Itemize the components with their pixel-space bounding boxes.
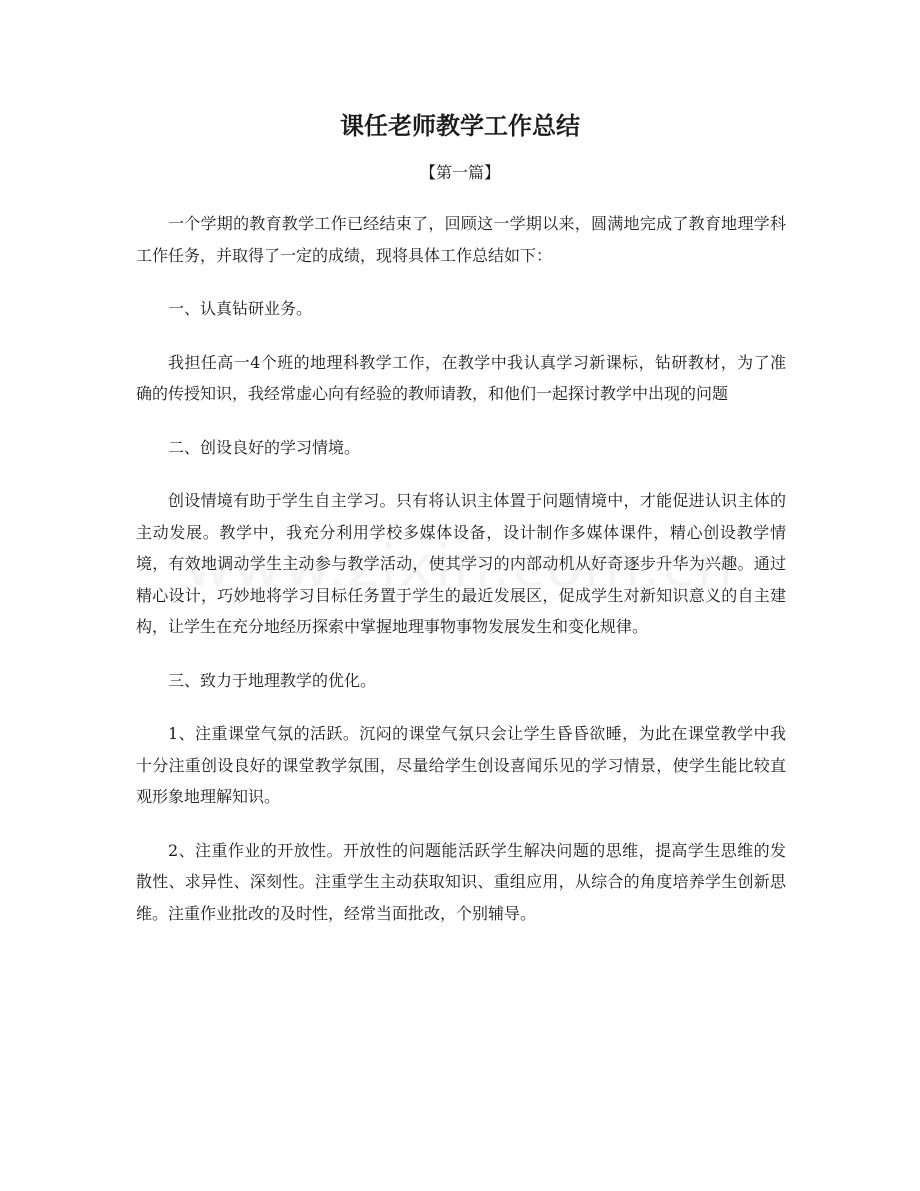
section-heading-1: 一、认真钻研业务。	[168, 299, 313, 318]
section-heading-2: 二、创设良好的学习情境。	[168, 437, 361, 457]
intro-paragraph: 一个学期的教育教学工作已经结束了，回顾这一学期以来，圆满地完成了教育地理学科工作任务，并取得了一定的成绩，现将具体工作总结如下：	[136, 214, 786, 265]
section-paragraph-3b: 2、注重作业的开放性。开放性的问题能活跃学生解决问题的思维，提高学生思维的发散性、求异性、深刻性。注重学生主动获取知识、重组应用，从综合的角度培养学生创新思维。注重作业批改的及时性，经常当面批改，个别辅导。	[136, 840, 786, 923]
section-heading-3: 三、致力于地理教学的优化。	[168, 670, 377, 690]
section-paragraph-1: 我担任高一4个班的地理科教学工作，在教学中我认真学习新课标，钻研教材，为了准确的传授知识，我经常虚心向有经验的教师请教，和他们一起探讨教学中出现的问题	[136, 352, 786, 403]
section-paragraph-3a: 1、注重课堂气氛的活跃。沉闷的课堂气氛只会让学生昏昏欲睡，为此在课堂教学中我十分注重创设良好的课堂教学氛围，尽量给学生创设喜闻乐见的学习情景，使学生能比较直观形象地理解知识。	[136, 724, 786, 806]
document-subtitle: 【第一篇】	[419, 163, 500, 182]
document-body	[136, 208, 786, 951]
document-title: 课任老师教学工作总结	[340, 111, 580, 140]
section-paragraph-2: 创设情境有助于学生自主学习。只有将认识主体置于问题情境中，才能促进认识主体的主动发展。教学中，我充分利用学校多媒体设备，设计制作多媒体课件，精心创设教学情境，有效地调动学生主动参与教学活动，使其学习的内部动机从好奇逐步升华为兴趣。通过精心设计，巧妙地将学习目标任务置于学生的最近发展区，促成学生对新知识意义的自主建构，让学生在充分地经历探索中掌握地理事物事物发展发生和变化规律。	[136, 491, 786, 636]
